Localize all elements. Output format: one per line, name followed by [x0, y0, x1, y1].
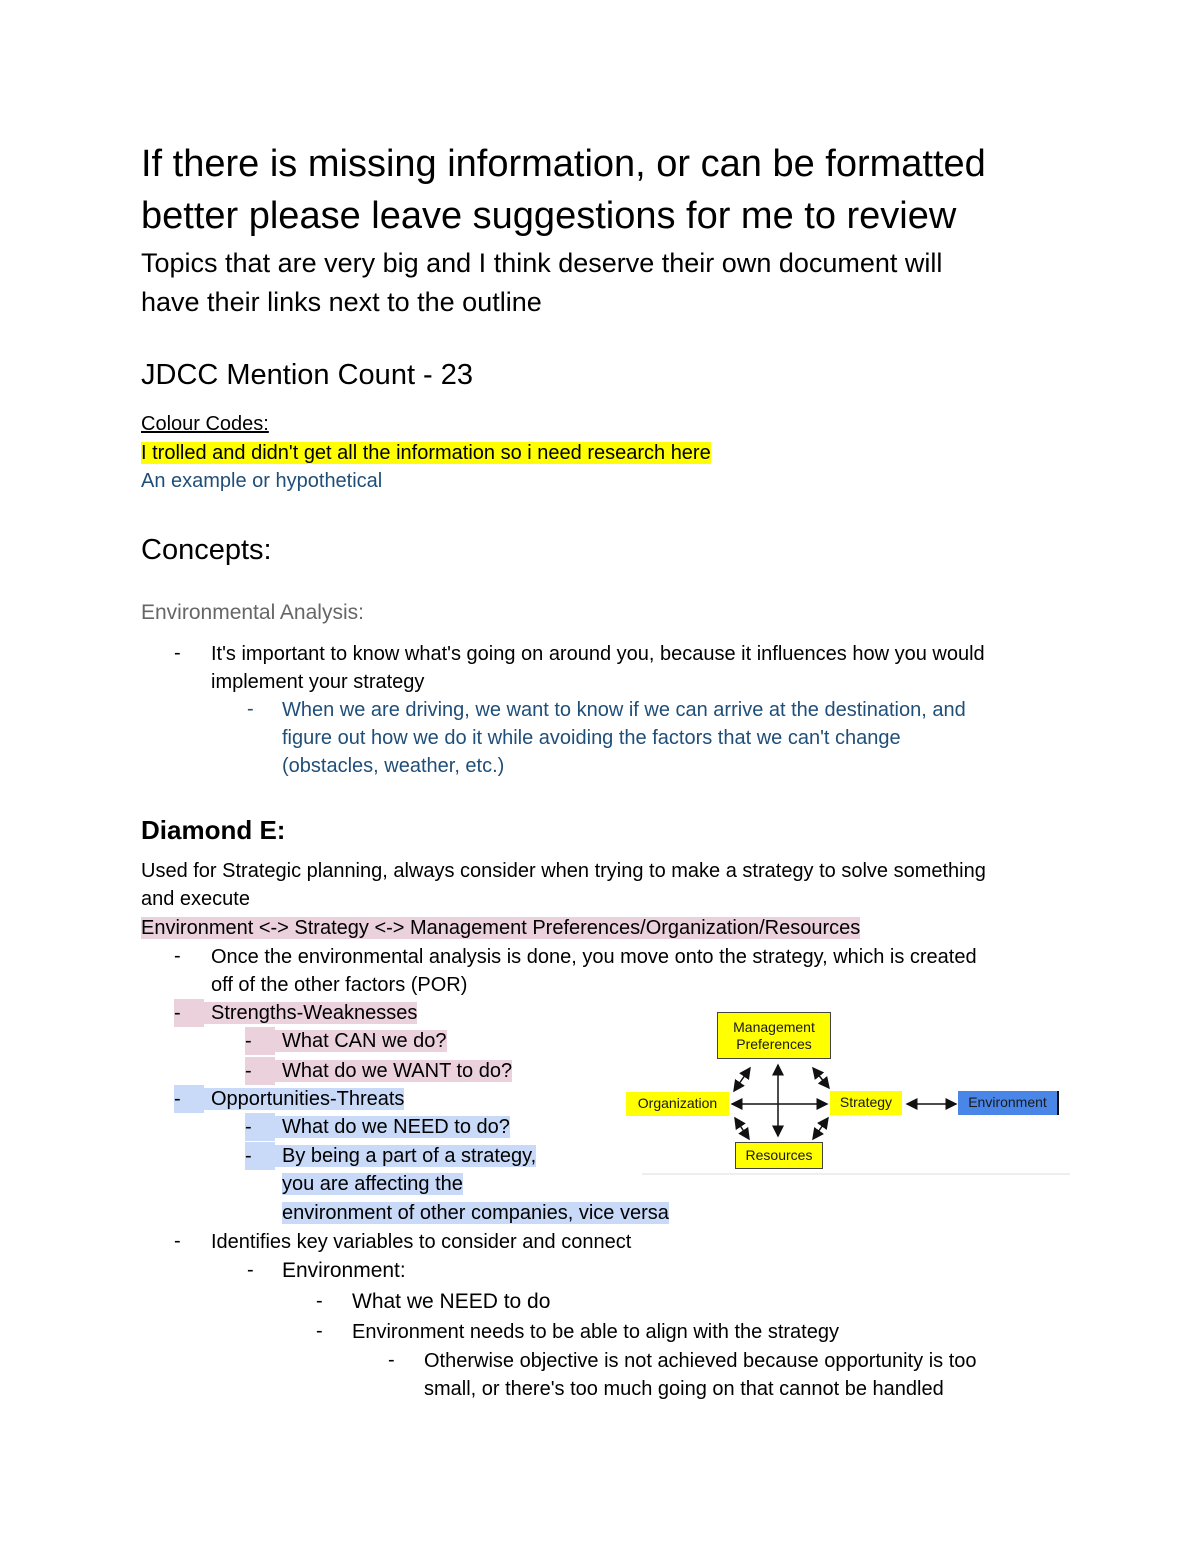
- concepts-heading: Concepts:: [141, 534, 272, 566]
- env-example-3: (obstacles, weather, etc.): [282, 755, 505, 777]
- environment-sub: Environment:: [282, 1259, 406, 1282]
- intro-line-2: better please leave suggestions for me to review: [141, 195, 957, 237]
- bullet-dash: -: [174, 945, 181, 967]
- key-variables: Identifies key variables to consider and connect: [211, 1231, 632, 1253]
- strengths-weaknesses-line: [204, 999, 417, 1027]
- bullet-dash: -: [174, 642, 181, 664]
- bullet-dash: -: [245, 1057, 275, 1085]
- bullet-dash: -: [247, 698, 254, 720]
- intro-sub-2: have their links next to the outline: [141, 287, 542, 317]
- diamond-para-1b: and execute: [141, 888, 250, 910]
- resources-box: [735, 1142, 823, 1169]
- opportunities-threats: Opportunities-Threats: [204, 1088, 404, 1110]
- ot-item-2c: environment of other companies, vice versa: [282, 1202, 669, 1224]
- ot-item-2b: you are affecting the: [282, 1173, 463, 1195]
- bullet-dash: -: [247, 1259, 254, 1281]
- environment-item-2: Environment needs to be able to align with the strategy: [352, 1321, 839, 1343]
- env-example-2: figure out how we do it while avoiding the factors that we can't change: [282, 727, 901, 749]
- sw-item-2: What do we WANT to do?: [275, 1060, 512, 1082]
- diamond-flow: Environment <-> Strategy <-> Management Preferences/Organization/Resources: [141, 917, 861, 939]
- ot-item-2a-line: [275, 1142, 536, 1170]
- bullet-dash: -: [174, 999, 204, 1027]
- colour-code-blue: An example or hypothetical: [141, 470, 383, 492]
- ot-item-1-line: [275, 1113, 510, 1141]
- management-label-2: Preferences: [736, 1036, 812, 1052]
- ot-item-2b-line: [282, 1170, 463, 1198]
- ot-item-2a: By being a part of a strategy,: [275, 1145, 536, 1167]
- bullet-dash: -: [245, 1113, 275, 1141]
- env-analysis-heading: Environmental Analysis:: [141, 601, 364, 624]
- diamond-bullet-1b: off of the other factors (POR): [211, 974, 468, 996]
- bullet-dash: -: [174, 1085, 204, 1113]
- management-preferences-box: [717, 1012, 831, 1059]
- bullet-dash: -: [316, 1320, 323, 1342]
- diamond-flow-line: [141, 914, 860, 942]
- environment-item-3b: small, or there's too much going on that cannot be handled: [424, 1378, 944, 1400]
- environment-box: [958, 1091, 1059, 1115]
- environment-item-3a: Otherwise objective is not achieved because opportunity is too: [424, 1350, 977, 1372]
- management-label-1: Management: [733, 1019, 815, 1035]
- env-bullet-1a: It's important to know what's going on around you, because it influences how you would: [211, 643, 985, 665]
- ot-item-1: What do we NEED to do?: [275, 1116, 510, 1138]
- bullet-dash: -: [245, 1142, 275, 1170]
- diamond-e-diagram: [620, 1008, 1070, 1178]
- colour-code-yellow-line: [141, 439, 711, 467]
- environment-label: Environment: [968, 1094, 1047, 1110]
- diamond-para-1a: Used for Strategic planning, always consider when trying to make a strategy to solve something: [141, 860, 986, 882]
- sw-item-2-line: [275, 1057, 512, 1085]
- bullet-dash: -: [245, 1027, 275, 1055]
- organization-box: [626, 1092, 729, 1116]
- organization-label: Organization: [637, 1095, 718, 1111]
- sw-item-1-line: [275, 1027, 447, 1055]
- intro-line-1: If there is missing information, or can be formatted: [141, 143, 986, 185]
- strategy-box: [830, 1091, 902, 1115]
- bullet-dash: -: [388, 1349, 395, 1371]
- diamond-heading: Diamond E:: [141, 815, 286, 845]
- ot-item-2c-line: [282, 1199, 669, 1227]
- resources-label: Resources: [745, 1147, 813, 1163]
- env-example-1: When we are driving, we want to know if we can arrive at the destination, and: [282, 699, 966, 721]
- strategy-label: Strategy: [839, 1094, 893, 1110]
- bullet-dash: -: [316, 1290, 323, 1312]
- mention-count: JDCC Mention Count - 23: [141, 359, 474, 391]
- intro-sub-1: Topics that are very big and I think deserve their own document will: [141, 248, 943, 278]
- colour-code-yellow: I trolled and didn't get all the information so i need research here: [141, 442, 711, 464]
- sw-item-1: What CAN we do?: [275, 1030, 447, 1052]
- environment-item-1: What we NEED to do: [352, 1290, 551, 1313]
- opportunities-threats-line: [204, 1085, 404, 1113]
- env-bullet-1b: implement your strategy: [211, 671, 425, 693]
- strengths-weaknesses: Strengths-Weaknesses: [204, 1002, 417, 1024]
- bullet-dash: -: [174, 1230, 181, 1252]
- diamond-bullet-1a: Once the environmental analysis is done, you move onto the strategy, which is created: [211, 946, 977, 968]
- colour-codes-title: Colour Codes:: [141, 413, 269, 435]
